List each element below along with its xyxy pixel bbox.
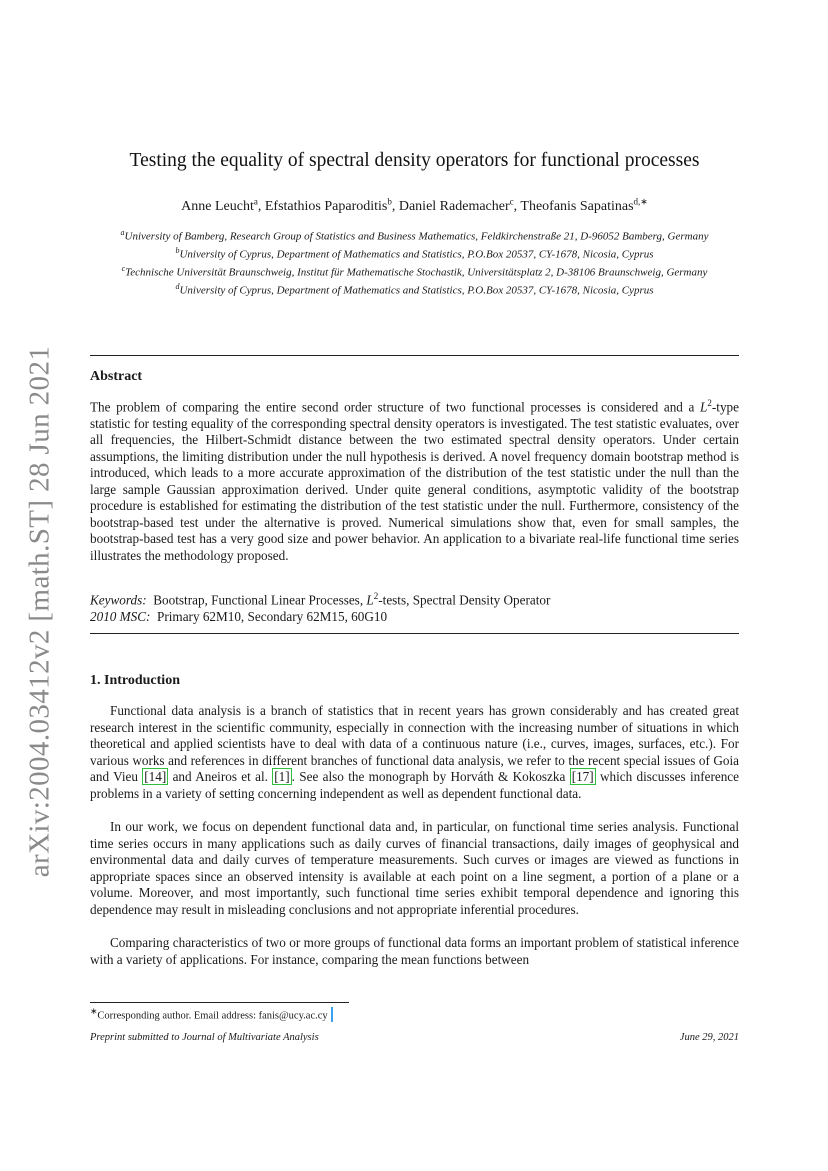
arxiv-identifier bbox=[2, 345, 78, 877]
footnote-divider bbox=[90, 1002, 349, 1003]
affiliations bbox=[90, 226, 739, 299]
divider-top bbox=[90, 355, 739, 356]
intro-paragraph-1: Functional data analysis is a branch of statistics that in recent years has grown considerably and has created great research interest in the scientific community, especially in connection with the increasing number of situations in which theoretical and applied scientists have to deal with data of a continuous nature (i.e., curves, images, surfaces, etc.). For various works and references in different branches of functional data analysis, we refer to the recent special issues of Goia and Vieu [14] and Aneiros et al. [1] . See also the monograph by Horváth & Kokoszka [17] which discusses inference problems in a variety of setting concerning independent as well as dependent functional data. bbox=[90, 703, 739, 801]
intro-paragraph-3: Comparing characteristics of two or more groups of functional data forms an important problem of statistical inference with a variety of applications. For instance, comparing the mean functions between bbox=[90, 935, 739, 967]
author-list bbox=[90, 196, 739, 215]
preprint-note: Preprint submitted to Journal of Multivariate Analysis bbox=[90, 1032, 319, 1043]
author: Anne Leucht$^a$, bbox=[181, 196, 265, 214]
affiliation: $^d$University of Cyprus, Department of Mathematics and Statistics, P.O.Box 20537, CY-1678, Nicosia, Cyprus bbox=[175, 282, 654, 298]
author: Daniel Rademacher$^c$, bbox=[398, 196, 521, 214]
divider-bottom bbox=[90, 633, 739, 634]
introduction-heading: 1. Introduction bbox=[90, 673, 180, 688]
keywords-block bbox=[90, 588, 739, 625]
citation-link-17[interactable]: [17] bbox=[571, 769, 594, 784]
affiliation: $^a$University of Bamberg, Research Group of Statistics and Business Mathematics, Feldkirchenstraße 21, D-96052 Bamberg, Germany bbox=[120, 228, 709, 243]
text-cursor bbox=[331, 1007, 333, 1022]
abstract-text: The problem of comparing the entire second order structure of two functional processes is considered and a $L^2$-type statistic for testing equality of the corresponding spectral density operators is investigated. The test statistic evaluates, over all frequencies, the Hilbert-Schmidt distance between the two estimated spectral density operators. Under certain assumptions, the limiting distribution under the null hypothesis is derived. A novel frequency domain bootstrap method is introduced, which leads to a more accurate approximation of the distribution of the test statistic under the null than the large sample Gaussian approximation derived. Under quite general conditions, asymptotic validity of the bootstrap procedure is established for estimating the distribution of the test statistic under the null. Furthermore, consistency of the bootstrap-based test under the alternative is proved. Numerical simulations show that, even for small samples, the bootstrap-based test has a very good size and power behavior. An application to a bivariate real-life functional time series illustrates the methodology proposed. bbox=[90, 398, 739, 563]
footnote: ∗Corresponding author. Email address: fanis@ucy.ac.cy bbox=[90, 1006, 333, 1022]
arxiv-identifier-text: arXiv:2004.03412v2 [math.ST] 28 Jun 2021 bbox=[23, 345, 56, 877]
author: Efstathios Paparoditis$^b$, bbox=[264, 196, 399, 214]
msc-codes: 2010 MSC: Primary 62M10, Secondary 62M15, 60G10 bbox=[90, 608, 388, 624]
abstract-heading: Abstract bbox=[90, 369, 143, 384]
author: Theofanis Sapatinas$^{d,∗}$ bbox=[520, 196, 648, 214]
citation-link-1[interactable]: [1] bbox=[274, 769, 290, 784]
keywords: Keywords: Bootstrap, Functional Linear Processes, $L^2$-tests, Spectral Density Operator bbox=[90, 591, 551, 608]
affiliation: $^b$University of Cyprus, Department of Mathematics and Statistics, P.O.Box 20537, CY-1678, Nicosia, Cyprus bbox=[175, 246, 654, 261]
intro-paragraph-2: In our work, we focus on dependent functional data and, in particular, on functional time series analysis. Functional time series occurs in many applications such as daily curves of financial transactions, daily images of geophysical and environmental data and daily curves of temperature measurements. Such curves or images are viewed as functions in appropriate spaces since an observed intensity is available at each point on a line segment, a portion of a plane or a volume. Moreover, and most importantly, such functional time series exhibit temporal dependence and ignoring this dependence may result in misleading conclusions and not appropriate inferential procedures. bbox=[90, 819, 739, 917]
citation-link-14[interactable]: [14] bbox=[144, 769, 167, 784]
paper-title: Testing the equality of spectral density operators for functional processes bbox=[129, 150, 700, 171]
preprint-date: June 29, 2021 bbox=[679, 1032, 739, 1043]
affiliation: $^c$Technische Universität Braunschweig, Institut für Mathematische Stochastik, Universitätsplatz 2, D-38106 Braunschweig, Germany bbox=[121, 264, 708, 279]
